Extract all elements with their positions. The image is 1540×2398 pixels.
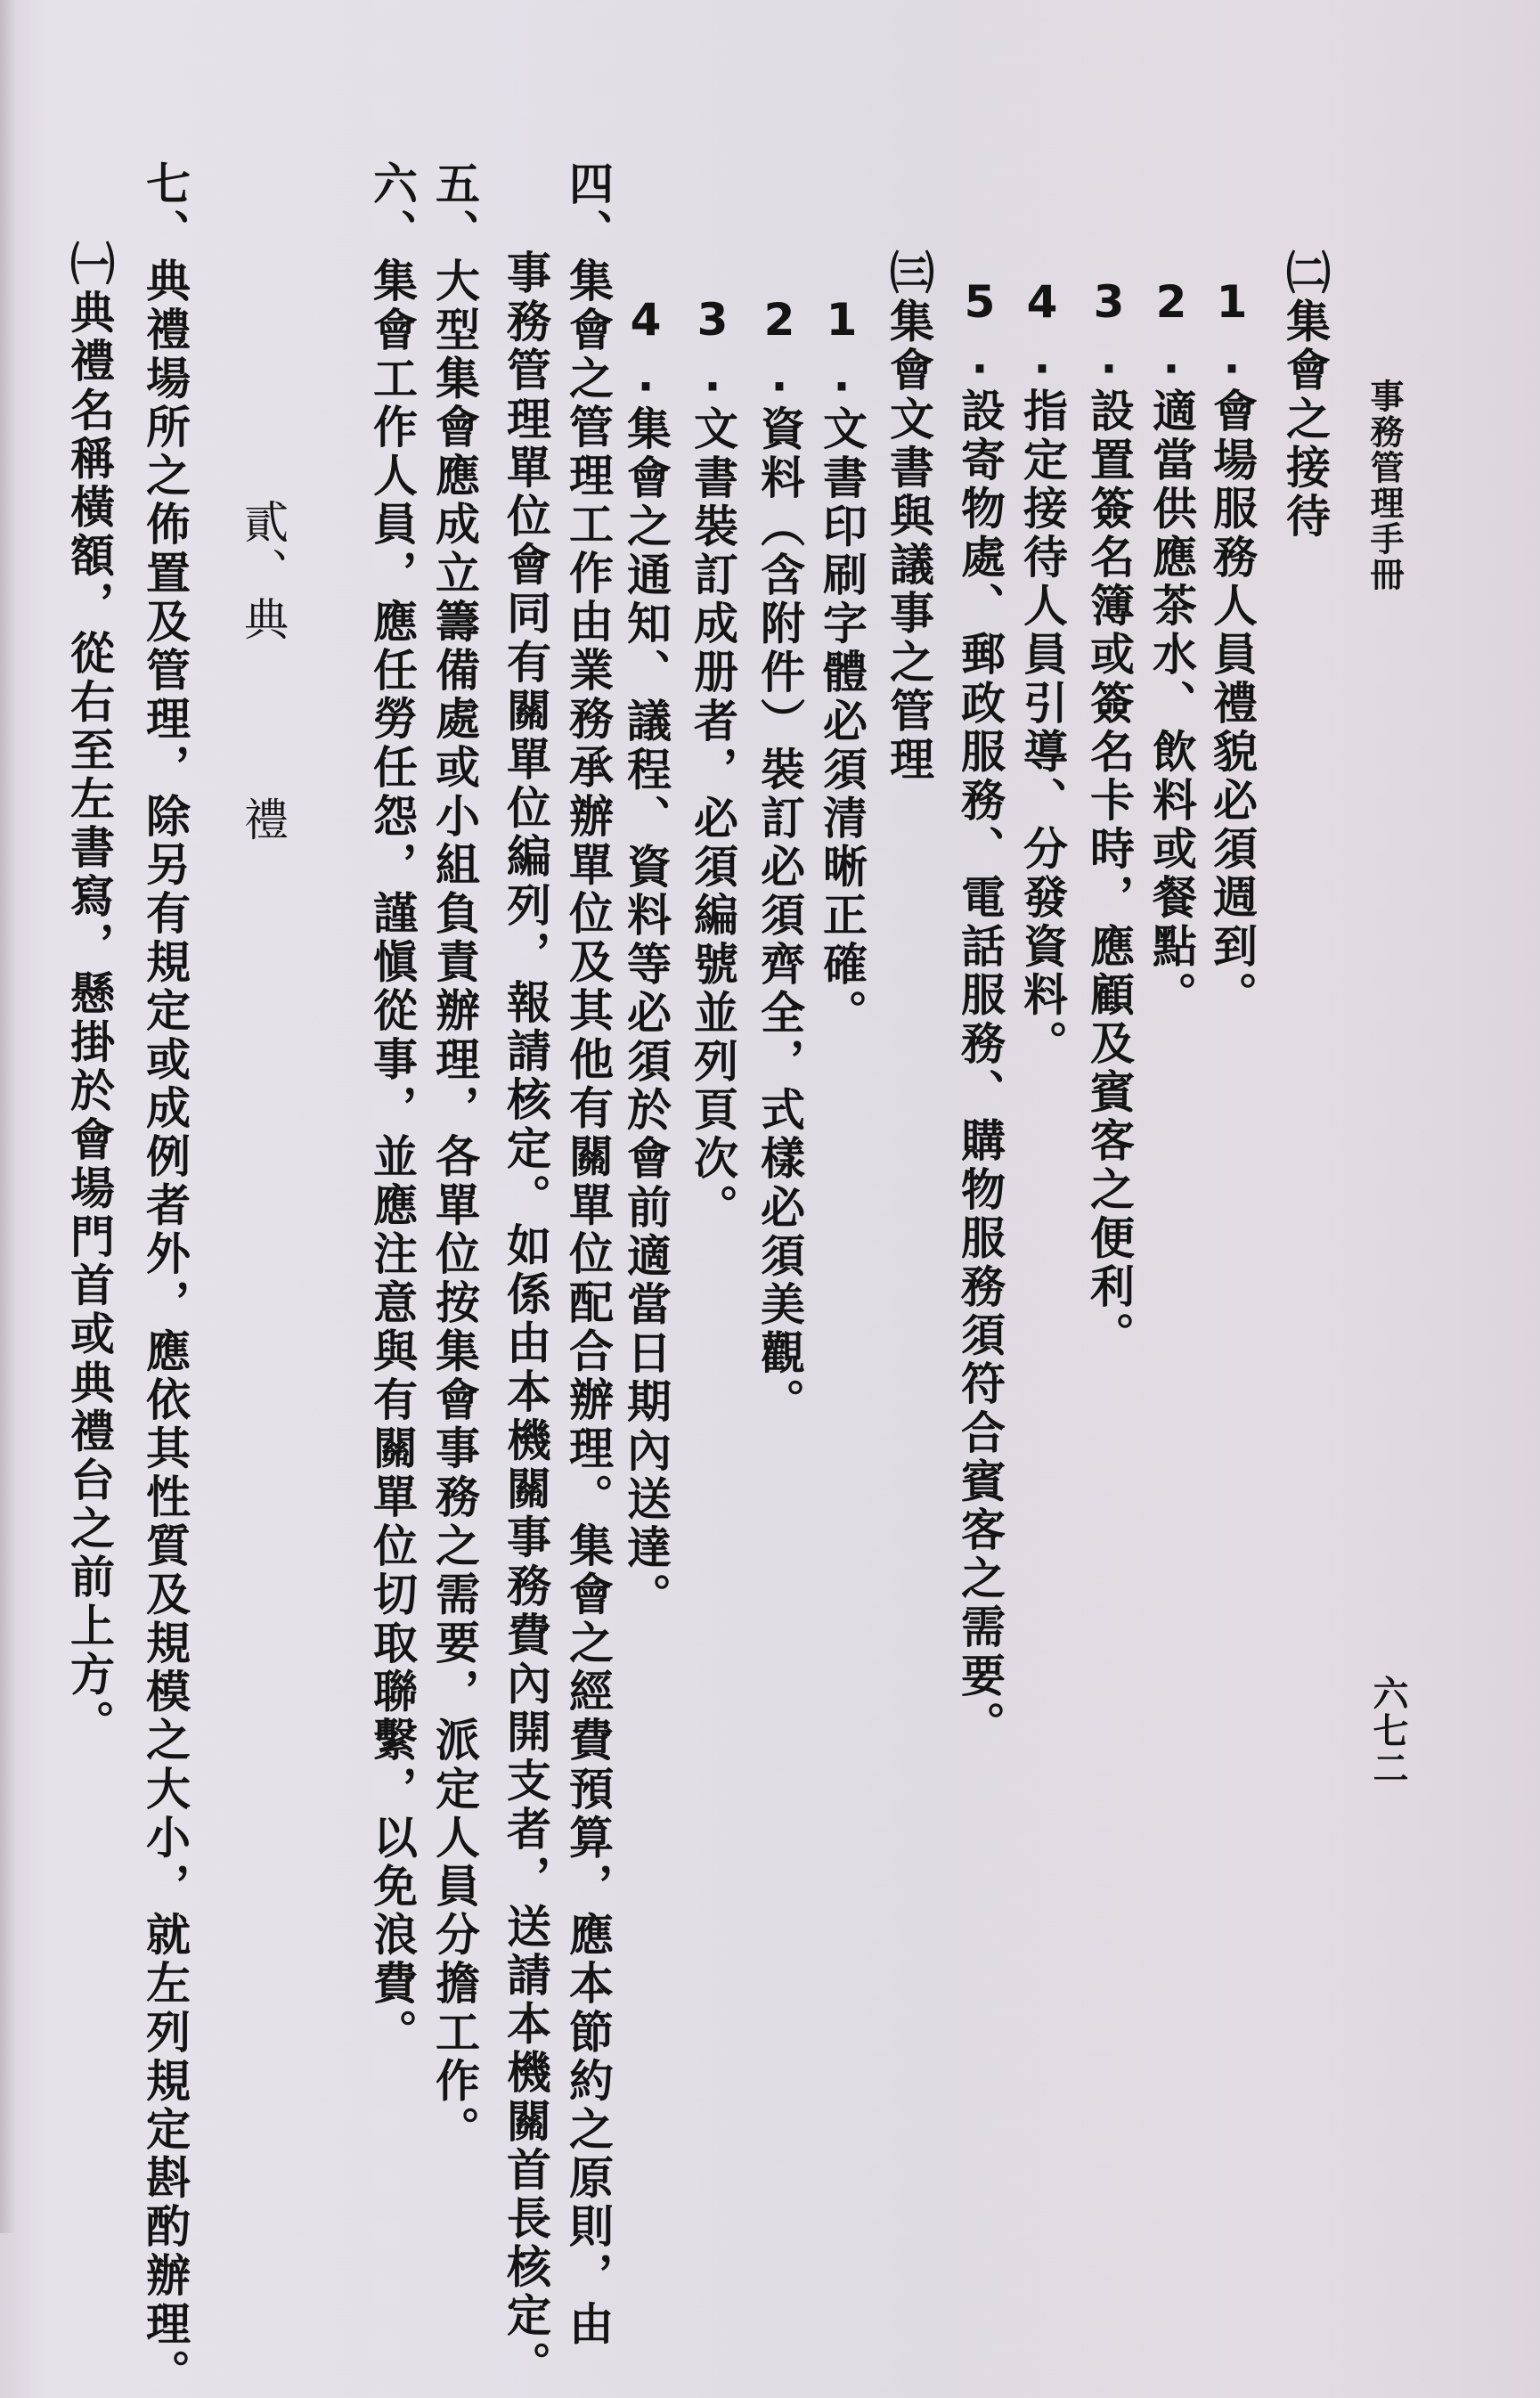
paragraph-four-line-2: 事務管理單位會同有關單位編列，報請核定。如係由本機關事務費內開支者，送請本機關首長核定。 [500, 249, 551, 2390]
reception-item-3: 3.設置簽名簿或簽名卡時，應顧及賓客之便利。 [1083, 276, 1135, 1361]
paragraph-five: 五、大型集會應成立籌備處或小組負責辦理，各單位按集會事務之需要，派定人員分擔工作。 [428, 160, 480, 2155]
documents-item-2: 2.資料（含附件）裝訂必須齊全，式樣必須美觀。 [754, 294, 805, 1427]
reception-item-4: 4.指定接待人員引導、分發資料。 [1016, 276, 1068, 1069]
reception-item-5: 5.設寄物處、郵政服務、電話服務、購物服務須符合賓客之需要。 [954, 276, 1006, 1750]
chapter-heading-part-1: 貳、典 [237, 499, 289, 645]
reception-item-2: 2.適當供應茶水、飲料或餐點。 [1145, 276, 1197, 1020]
page-gutter-shadow [0, 0, 16, 2233]
paragraph-four-line-1: 四、集會之管理工作由業務承辦單位及其他有關單位配合辦理。集會之經費預算，應本節約之原則，由 [562, 160, 614, 2349]
page-number: 六七二 [1367, 1675, 1408, 1787]
chapter-heading-part-2: 禮 [237, 795, 289, 845]
paragraph-six: 六、集會工作人員，應任勞任怨，謹愼從事，並應注意與有關單位切取聯繫，以免浪費。 [366, 160, 418, 2058]
section-heading-documents: ㈢集會文書與議事之管理 [883, 249, 934, 785]
documents-item-3: 3.文書裝訂成册者，必須編號並列頁次。 [687, 294, 738, 1233]
chapter-heading-ceremony [237, 499, 289, 845]
paragraph-seven: 七、典禮場所之佈置及管理，除另有規定或成例者外，應依其性質及規模之大小，就左列規定斟酌辦理。 [139, 160, 191, 2398]
reception-item-1: 1.會場服務人員禮貌必須週到。 [1206, 276, 1258, 1020]
documents-item-1: 1.文書印刷字體必須清晰正確。 [816, 294, 868, 1038]
section-heading-reception: ㈡集會之接待 [1279, 249, 1331, 542]
running-title: 事務管理手冊 [1365, 379, 1404, 592]
ceremony-item-1: ㈠典禮名稱橫額，從右至左書寫，懸掛於會場門首或典禮台之前上方。 [63, 241, 115, 1749]
documents-item-4: 4.集會之通知、議程、資料等必須於會前適當日期內送達。 [620, 294, 672, 1622]
